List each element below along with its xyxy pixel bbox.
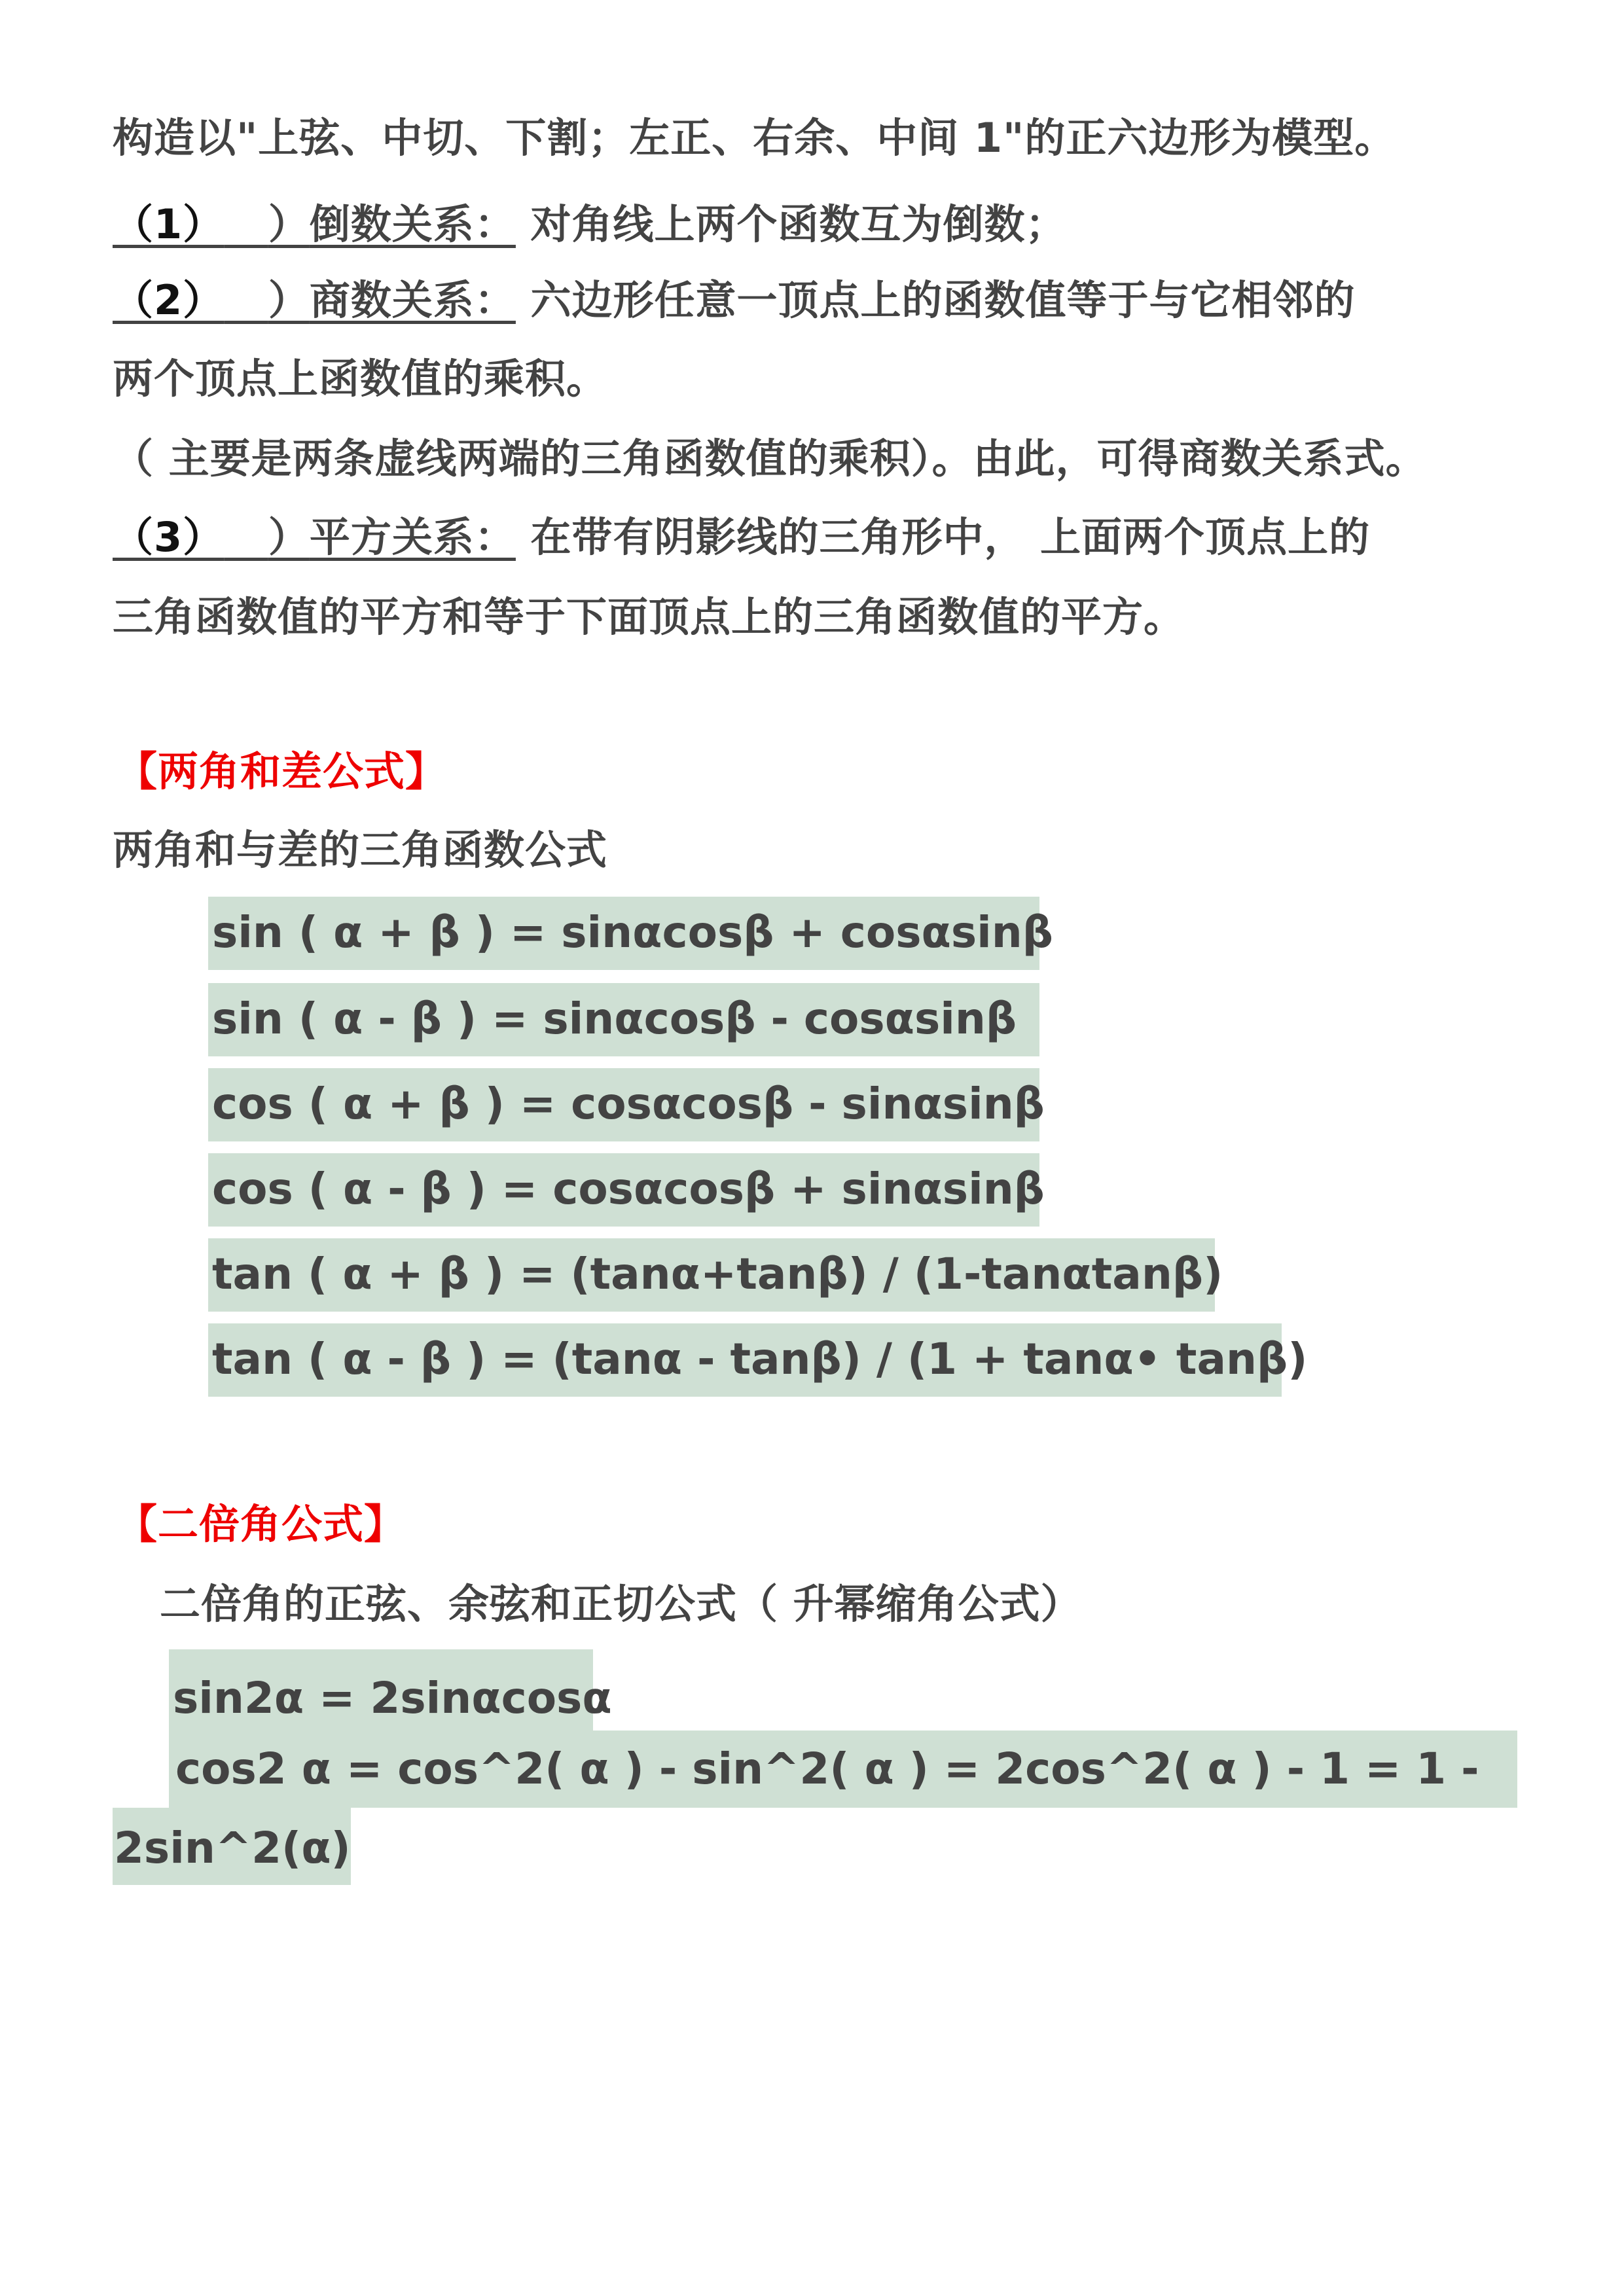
relation-2-text: 六边形任意一顶点上的函数值等于与它相邻的 — [530, 276, 1356, 324]
section-subtitle-double-angle: 二倍角的正弦、余弦和正切公式（ 升幂缩角公式） — [160, 1580, 1082, 1628]
relation-3-label: （3） ）平方关系： — [113, 513, 516, 561]
formula-tan-sum: tan ( α + β ) = (tanα+tanβ) / (1-tanαtanβ) — [208, 1238, 1215, 1312]
formula-tan-diff: tan ( α - β ) = (tanα - tanβ) / (1 + tanα• tanβ) — [208, 1323, 1282, 1397]
formula-cos-diff: cos ( α - β ) = cosαcosβ + sinαsinβ — [208, 1153, 1039, 1227]
relation-3 — [113, 513, 1371, 561]
section-subtitle-sum-difference: 两角和与差的三角函数公式 — [113, 826, 608, 874]
relation-2-label: （2） ）商数关系： — [113, 276, 516, 324]
relation-1 — [113, 200, 1067, 248]
formula-cos-double-cont: 2sin^2(α) — [113, 1808, 351, 1885]
relation-1-label: （1） ）倒数关系： — [113, 200, 516, 248]
formula-cos-double: cos2 α = cos^2( α ) - sin^2( α ) = 2cos^2( α ) - 1 = 1 - — [169, 1731, 1517, 1808]
formula-cos-sum: cos ( α + β ) = cosαcosβ - sinαsinβ — [208, 1068, 1039, 1141]
relation-3-cont: 三角函数值的平方和等于下面顶点上的三角函数值的平方。 — [113, 593, 1185, 641]
formula-sin-double: sin2α = 2sinαcosα — [169, 1649, 593, 1731]
formula-sin-diff: sin ( α - β ) = sinαcosβ - cosαsinβ — [208, 983, 1039, 1056]
section-heading-double-angle: 【二倍角公式】 — [117, 1500, 406, 1548]
relation-1-text: 对角线上两个函数互为倒数； — [530, 200, 1067, 248]
section-heading-sum-difference: 【两角和差公式】 — [117, 747, 447, 795]
intro-text: 构造以"上弦、中切、下割；左正、右余、中间 1"的正六边形为模型。 — [113, 114, 1396, 162]
relation-2 — [113, 276, 1356, 324]
relation-3-text: 在带有阴影线的三角形中， 上面两个顶点上的 — [530, 513, 1371, 561]
relation-2-cont: 两个顶点上函数值的乘积。 — [113, 355, 608, 403]
formula-sin-sum: sin ( α + β ) = sinαcosβ + cosαsinβ — [208, 897, 1039, 970]
relation-2-note: （ 主要是两条虚线两端的三角函数值的乘积）。由此，可得商数关系式。 — [113, 435, 1427, 482]
